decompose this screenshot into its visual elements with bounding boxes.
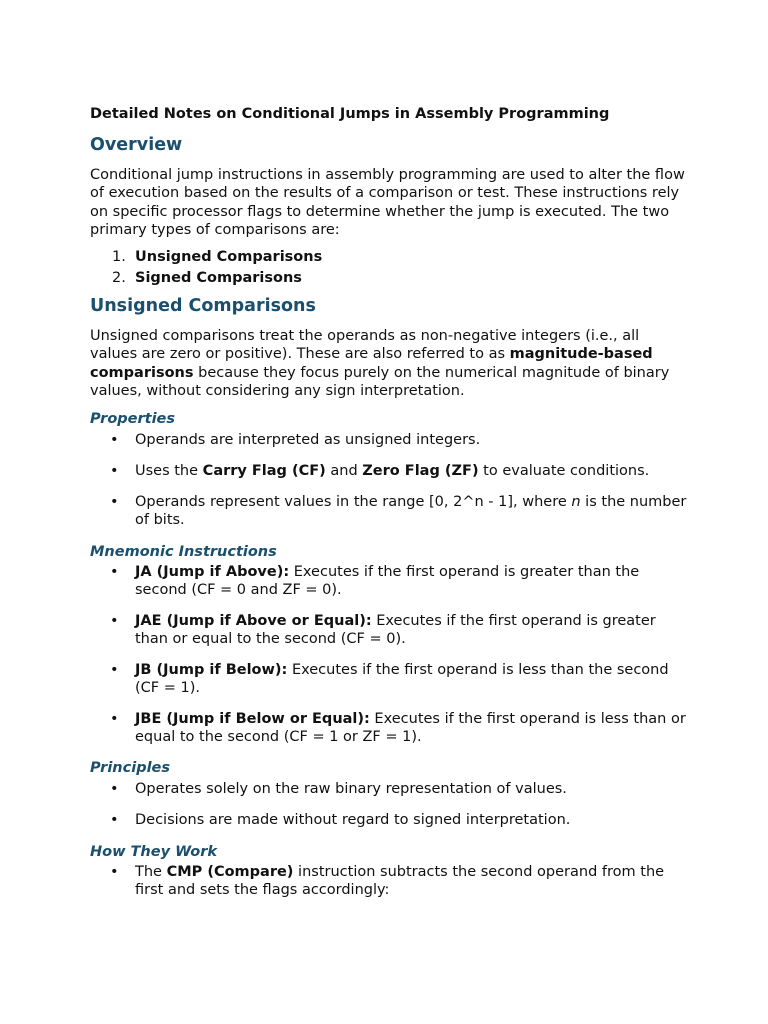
list-item-label: Unsigned Comparisons (135, 249, 323, 266)
list-item (90, 780, 690, 798)
list-item-text: Operates solely on the raw binary representation of values. (135, 781, 567, 798)
mnemonic-description: Executes if the first operand is less than the second (CF = 1). (135, 661, 669, 697)
bullet-icon: • (110, 863, 119, 880)
list-item-text: Operands are interpreted as unsigned integers. (135, 432, 481, 449)
unsigned-paragraph (90, 327, 690, 400)
how-list (90, 863, 690, 900)
unsigned-paragraph-text: because they focus purely on the numerical magnitude of binary values, without considering any sign interpretation. (90, 364, 670, 400)
bullet-icon: • (110, 710, 119, 727)
mnemonic-name: JB (Jump if Below): (135, 661, 288, 678)
overview-heading: Overview (90, 135, 183, 155)
list-item (90, 863, 690, 900)
bullet-icon: • (110, 563, 119, 580)
list-item-text: instruction subtracts the second operand from the first and sets the flags accordingly: (135, 863, 665, 898)
list-item-text: The (135, 863, 167, 880)
list-item-emphasis: Carry Flag (CF) (202, 463, 326, 480)
mnemonic-description: Executes if the first operand is greater than the second (CF = 0 and ZF = 0). (135, 563, 640, 598)
overview-paragraph: Conditional jump instructions in assembly programming are used to alter the flow of execution based on the results of a comparison or test. These instructions rely on specific processor flags to determine whether the jump is executed. The two primary types of comparisons are: (90, 167, 685, 238)
principles-heading: Principles (90, 760, 171, 777)
comparison-types-list (90, 248, 690, 287)
list-item-text: to evaluate conditions. (478, 463, 650, 480)
list-item-text: and (325, 463, 363, 480)
unsigned-paragraph-text: Unsigned comparisons treat the operands as non-negative integers (i.e., all values are zero or positive). These are also referred to as (90, 328, 640, 363)
list-item-variable: n (571, 493, 581, 510)
bullet-icon: • (110, 612, 119, 629)
unsigned-heading: Unsigned Comparisons (90, 296, 316, 317)
mnemonics-heading: Mnemonic Instructions (90, 543, 277, 560)
list-number: 1. (112, 249, 126, 266)
bullet-icon: • (110, 463, 119, 480)
properties-heading: Properties (90, 411, 176, 428)
unsigned-paragraph-emphasis: magnitude-based comparisons (90, 346, 653, 381)
list-number: 2. (112, 270, 126, 287)
list-item (90, 811, 690, 829)
mnemonic-name: JBE (Jump if Below or Equal): (135, 710, 370, 727)
list-item-text: is the number of bits. (135, 493, 687, 529)
list-item (90, 661, 690, 698)
mnemonic-name: JA (Jump if Above): (135, 563, 290, 580)
principles-list (90, 780, 690, 829)
list-item (90, 612, 690, 649)
list-item (90, 462, 690, 480)
list-item (90, 248, 690, 266)
properties-list (90, 431, 690, 529)
list-item (90, 710, 690, 747)
bullet-icon: • (110, 781, 119, 798)
mnemonic-description: Executes if the first operand is less than or equal to the second (CF = 1 or ZF = 1). (135, 710, 686, 746)
bullet-icon: • (110, 493, 119, 510)
bullet-icon: • (110, 812, 119, 829)
list-item-emphasis: Zero Flag (ZF) (362, 463, 479, 480)
mnemonic-description: Executes if the first operand is greater than or equal to the second (CF = 0). (135, 612, 656, 647)
list-item-label: Signed Comparisons (135, 270, 302, 287)
list-item (90, 563, 690, 600)
bullet-icon: • (110, 661, 119, 678)
mnemonics-list (90, 563, 690, 747)
bullet-icon: • (110, 432, 119, 449)
list-item (90, 269, 690, 287)
mnemonic-name: JAE (Jump if Above or Equal): (135, 612, 372, 629)
list-item-text: Uses the (135, 463, 203, 480)
document-page (90, 104, 690, 899)
how-heading: How They Work (90, 843, 218, 860)
list-item-emphasis: CMP (Compare) (166, 863, 294, 880)
document-title: Detailed Notes on Conditional Jumps in Assembly Programming (90, 106, 610, 122)
list-item-text: Operands represent values in the range [0, 2^n - 1], where (135, 493, 572, 510)
list-item (90, 431, 690, 449)
list-item-text: Decisions are made without regard to signed interpretation. (135, 812, 571, 829)
list-item (90, 493, 690, 530)
